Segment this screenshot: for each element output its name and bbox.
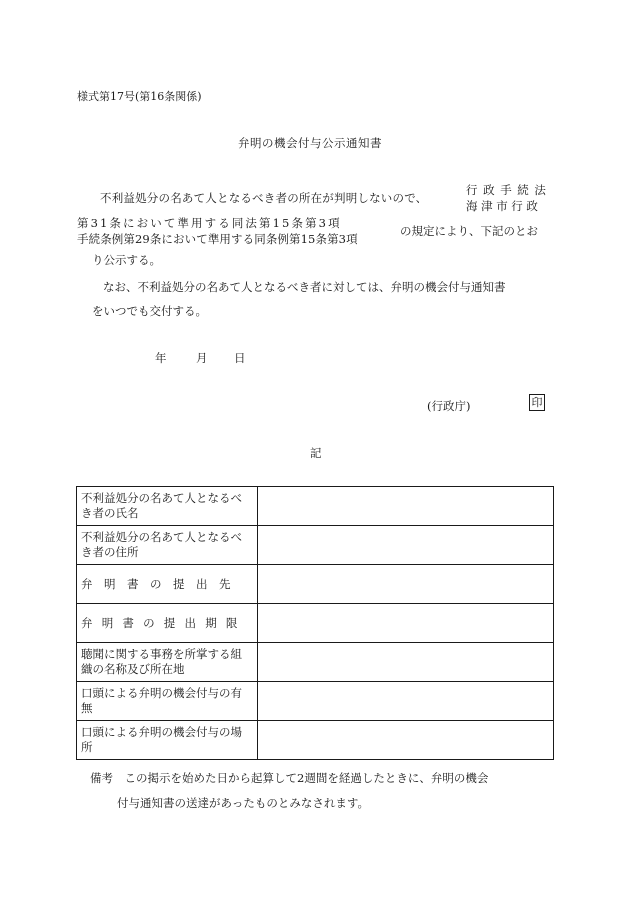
ki-heading: 記 bbox=[310, 446, 322, 460]
row-value-submission-place[interactable] bbox=[258, 565, 554, 604]
table-row bbox=[77, 526, 554, 565]
row-label-submission-deadline: 弁明書の提出期限 bbox=[81, 615, 247, 630]
paragraph-2-line-1: なお、不利益処分の名あて人となるべき者に対しては、弁明の機会付与通知書 bbox=[103, 280, 506, 294]
table-row bbox=[77, 721, 554, 760]
row-label-organization: 聴聞に関する事務を所掌する組織の名称及び所在地 bbox=[77, 643, 258, 682]
row-label-oral-availability: 口頭による弁明の機会付与の有無 bbox=[77, 682, 258, 721]
paragraph-1-start: 不利益処分の名あて人となるべき者の所在が判明しないので、 bbox=[100, 191, 428, 205]
note-line-1: 備考 この掲示を始めた日から起算して2週間を経過したときに、弁明の機会 bbox=[90, 771, 489, 785]
table-row bbox=[77, 604, 554, 643]
date-month-label: 月 bbox=[196, 351, 208, 365]
row-label-oral-place: 口頭による弁明の機会付与の場所 bbox=[77, 721, 258, 760]
table-row bbox=[77, 643, 554, 682]
details-table bbox=[76, 486, 554, 760]
form-number: 様式第17号(第16条関係) bbox=[77, 90, 202, 103]
seal-mark: 印 bbox=[529, 394, 545, 411]
paragraph-2-line-2: をいつでも交付する。 bbox=[92, 304, 207, 318]
table-row bbox=[77, 487, 554, 526]
paragraph-1-continuation: の規定により、下記のとお bbox=[400, 224, 538, 238]
law-option-line-2b: 手続条例第29条において準用する同条例第15条第3項 bbox=[77, 232, 358, 246]
law-option-line-1b: 海津市行政 bbox=[466, 199, 542, 213]
date-day-label: 日 bbox=[234, 351, 246, 365]
law-option-line-1a: 行政手続法 bbox=[466, 183, 552, 197]
table-row bbox=[77, 565, 554, 604]
row-value-submission-deadline[interactable] bbox=[258, 604, 554, 643]
row-label-address: 不利益処分の名あて人となるべき者の住所 bbox=[77, 526, 258, 565]
paragraph-1-end: り公示する。 bbox=[92, 253, 161, 267]
row-value-oral-place[interactable] bbox=[258, 721, 554, 760]
note-line-2: 付与通知書の送達があったものとみなされます。 bbox=[117, 796, 369, 810]
table-row bbox=[77, 682, 554, 721]
row-value-organization[interactable] bbox=[258, 643, 554, 682]
row-value-oral-availability[interactable] bbox=[258, 682, 554, 721]
document-title: 弁明の機会付与公示通知書 bbox=[238, 136, 382, 150]
row-value-name[interactable] bbox=[258, 487, 554, 526]
row-label-name: 不利益処分の名あて人となるべき者の氏名 bbox=[77, 487, 258, 526]
law-option-line-2a: 第31条において準用する同法第15条第3項 bbox=[77, 216, 342, 230]
row-value-address[interactable] bbox=[258, 526, 554, 565]
date-year-label: 年 bbox=[155, 351, 167, 365]
issuing-office-label: (行政庁) bbox=[427, 399, 471, 413]
row-label-submission-place: 弁明書の提出先 bbox=[81, 576, 242, 591]
